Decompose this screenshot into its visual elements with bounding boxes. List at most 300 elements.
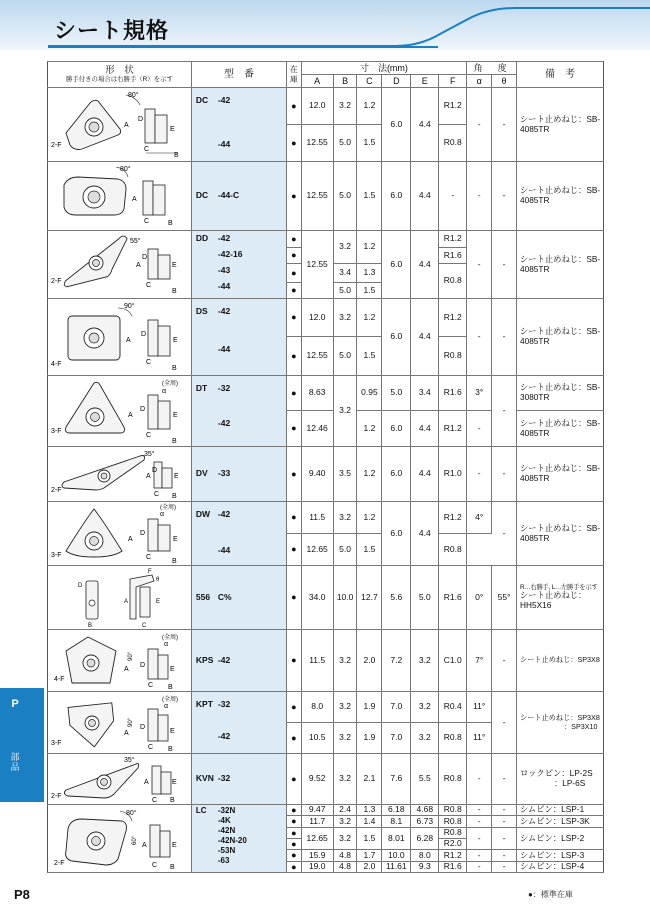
code-dd-42-16: -42-16: [217, 249, 243, 259]
cell-b: 4.8: [333, 861, 357, 872]
cell-f: R1.2: [439, 411, 467, 447]
header-stock: 在庫: [287, 62, 301, 88]
cell-f: R1.6: [439, 566, 467, 630]
cell-alpha: -: [467, 88, 492, 162]
cell-e: 6.28: [411, 827, 439, 850]
stock-mark: ●: [287, 861, 301, 872]
code-dv-33: -33: [217, 468, 231, 479]
lc-dim-c: C: [152, 861, 158, 869]
cell-c: 2.0: [357, 630, 382, 692]
remark-kpt: [516, 692, 603, 754]
cell-alpha: 4°: [467, 502, 492, 534]
cell-b: 3.2: [333, 231, 357, 264]
cell-d: 6.0: [382, 502, 411, 566]
cell-alpha: -: [467, 850, 492, 861]
cell-a: 9.52: [301, 754, 333, 805]
kpt-dim-b: B: [168, 745, 173, 753]
header-remarks: 備 考: [516, 62, 603, 88]
cell-a: 12.55: [301, 231, 333, 299]
cell-f: R0.8: [439, 805, 467, 816]
row-dv-33: [48, 447, 604, 502]
group-name-lc: LC: [195, 806, 207, 815]
diagram-ds: [48, 299, 192, 376]
group-name-dd: DD: [195, 233, 209, 243]
cell-a: 11.5: [301, 630, 333, 692]
cell-theta: -: [492, 827, 517, 850]
remark-dt-32: シート止めねじ：SB-3080TR: [516, 376, 603, 411]
cell-a: 9.47: [301, 805, 333, 816]
cell-theta: -: [492, 861, 517, 872]
cell-f: R0.8: [439, 723, 467, 754]
header-shape: [48, 62, 192, 88]
dv-insert-drawing: [48, 448, 186, 500]
cell-c: 1.4: [357, 816, 382, 827]
stock-mark: ●: [287, 248, 301, 264]
col-f: F: [439, 75, 467, 88]
diagram-kvn: [48, 754, 192, 805]
cell-e: 5.5: [411, 754, 439, 805]
code-dd-43: -43: [217, 265, 231, 275]
cell-f: -: [439, 162, 467, 231]
cell-c: 1.5: [357, 162, 382, 231]
cell-b: 3.5: [333, 447, 357, 502]
dv-angle-label: 35°: [144, 451, 155, 458]
kps-alpha-label: α: [164, 640, 169, 648]
dt-dim-e: E: [173, 412, 178, 419]
cell-a: 11.7: [301, 816, 333, 827]
lc-corner-label: 2-F: [54, 859, 65, 867]
cell-c: 1.2: [357, 411, 382, 447]
cell-alpha: 7°: [467, 630, 492, 692]
code-kpt-32: -32: [217, 699, 231, 709]
cell-c: 1.3: [357, 264, 382, 283]
stock-mark: ●: [287, 502, 301, 534]
cell-theta: -: [492, 502, 517, 566]
dw-zen-label: (全周): [160, 504, 176, 511]
cell-f: R1.6: [439, 376, 467, 411]
dt-alpha-label: α: [162, 388, 167, 395]
group-name-ds: DS: [195, 306, 208, 316]
cell-c: 1.7: [357, 850, 382, 861]
dc-dim-e: E: [170, 125, 175, 133]
code-kps-42: -42: [217, 654, 231, 665]
stock-mark: ●: [287, 630, 301, 692]
group-name-dc: DC: [195, 95, 209, 105]
cell-f: R0.8: [439, 264, 467, 299]
dc-insert-drawing: [48, 89, 186, 161]
cell-b: 5.0: [333, 125, 357, 162]
dt-dim-c: C: [146, 432, 152, 439]
remark-lc-42n: シムピン：LSP-2: [516, 827, 603, 850]
kps-dim-c: C: [148, 681, 154, 689]
code-lc-53n: -53N: [217, 846, 236, 855]
dd-corner-label: 2-F: [51, 277, 62, 285]
stock-mark: ●: [287, 816, 301, 827]
code-dt-42: -42: [217, 418, 231, 428]
dc44c-dim-a: A: [132, 196, 137, 203]
cell-f: R1.2: [439, 502, 467, 534]
cell-f: R1.6: [439, 248, 467, 264]
diagram-dv: [48, 447, 192, 502]
cell-b: 3.2: [333, 376, 357, 447]
cell-b: 3.2: [333, 299, 357, 337]
kpt-dim-a: A: [124, 729, 129, 737]
dc44c-dim-c: C: [144, 218, 150, 225]
cell-f: R0.8: [439, 337, 467, 376]
ds-insert-drawing: [48, 300, 186, 374]
cell-theta: 55°: [492, 566, 517, 630]
cell-theta: -: [492, 231, 517, 299]
remark-kvn-line1: ロックピン：LP-2S: [519, 768, 593, 779]
dv-dim-e: E: [174, 473, 179, 480]
cell-c: 12.7: [357, 566, 382, 630]
cell-d: 8.01: [382, 827, 411, 850]
dc-dim-b: B: [174, 151, 179, 159]
remark-556-note: R…右勝手, L…左勝手を示す: [519, 584, 598, 592]
stock-mark: ●: [287, 566, 301, 630]
kps-insert-drawing: [48, 631, 186, 691]
page-number: P8: [14, 887, 30, 902]
cell-e: 6.73: [411, 816, 439, 827]
cell-f: R1.2: [439, 850, 467, 861]
cell-a: 8.63: [301, 376, 333, 411]
cell-d: 5.0: [382, 376, 411, 411]
row-dw-42: [48, 502, 604, 534]
stock-mark: ●: [287, 754, 301, 805]
ds-dim-a: A: [126, 337, 131, 344]
dt-dim-b: B: [172, 438, 177, 445]
cell-a: 12.55: [301, 162, 333, 231]
header-angle: 角 度: [467, 62, 517, 75]
side-tab-letter: P: [11, 698, 19, 710]
code-dd-44: -44: [217, 281, 231, 291]
row-ds-42: [48, 299, 604, 337]
cell-a: 12.46: [301, 411, 333, 447]
remark-dc: シート止めねじ：SB-4085TR: [516, 88, 603, 162]
remark-ds: シート止めねじ：SB-4085TR: [516, 299, 603, 376]
cell-c: 1.5: [357, 337, 382, 376]
model-lc: [191, 805, 286, 873]
page-title: シート規格: [54, 18, 170, 43]
lc-dim-e: E: [172, 841, 177, 849]
cell-c: 2.0: [357, 861, 382, 872]
diagram-dc: [48, 88, 192, 162]
kvn-angle-label: 35°: [124, 757, 135, 764]
code-ds-44: -44: [217, 344, 231, 354]
cell-theta: -: [492, 88, 517, 162]
remark-kvn-line2: ：LP-6S: [553, 778, 586, 788]
cell-b: 3.2: [333, 502, 357, 534]
model-kps: [191, 630, 286, 692]
dd-dim-d: D: [142, 253, 148, 261]
cell-b: 5.0: [333, 283, 357, 299]
remark-kvn: [516, 754, 603, 805]
cell-d: 7.6: [382, 754, 411, 805]
cell-d: 7.2: [382, 630, 411, 692]
dw-dim-e: E: [173, 535, 178, 543]
ds-dim-e: E: [173, 337, 178, 344]
remark-kpt-line1: シート止めねじ：SP3X8: [519, 713, 600, 723]
dw-insert-drawing: [48, 503, 186, 565]
col-theta: θ: [492, 75, 517, 88]
kps-dim-e: E: [170, 665, 175, 673]
model-dd: [191, 231, 286, 299]
kps-ninety-label: 90°: [128, 651, 134, 661]
cell-e: 4.68: [411, 805, 439, 816]
cell-alpha: -: [467, 411, 492, 447]
col-d: D: [382, 75, 411, 88]
group-name-kvn: KVN: [195, 773, 214, 784]
model-ds: [191, 299, 286, 376]
cell-c: 1.5: [357, 283, 382, 299]
remark-lc-53n: シムピン：LSP-3: [516, 850, 603, 861]
group-name-556: 556: [195, 591, 211, 602]
diagram-dc44c: [48, 162, 192, 231]
dd-dim-e: E: [172, 261, 177, 269]
dv-dim-d: D: [152, 467, 158, 474]
ds-dim-c: C: [146, 359, 152, 366]
stock-mark: ●: [287, 88, 301, 125]
cell-b: 5.0: [333, 337, 357, 376]
header-model: 型 番: [191, 62, 286, 88]
code-lc-42n: -42N: [217, 826, 236, 835]
s556-dim-c: C: [142, 622, 147, 629]
cell-e: 9.3: [411, 861, 439, 872]
kpt-dim-c: C: [148, 743, 154, 751]
remark-dd: シート止めねじ：SB-4085TR: [516, 231, 603, 299]
diagram-kpt: [48, 692, 192, 754]
cell-f: R1.2: [439, 299, 467, 337]
kpt-insert-drawing: [48, 693, 186, 753]
code-lc-32n: -32N: [217, 806, 236, 815]
cell-alpha: 3°: [467, 376, 492, 411]
stock-mark: ●: [287, 264, 301, 283]
cell-b: 5.0: [333, 162, 357, 231]
model-kvn: [191, 754, 286, 805]
cell-b: 3.4: [333, 264, 357, 283]
code-dw-42: -42: [217, 509, 231, 519]
cell-c: 1.9: [357, 723, 382, 754]
remark-dt-42: シート止めねじ：SB-4085TR: [516, 411, 603, 447]
row-kpt-32: [48, 692, 604, 723]
cell-d: 6.0: [382, 447, 411, 502]
row-kps-42: [48, 630, 604, 692]
cell-alpha: -: [467, 299, 492, 376]
cell-d: 6.0: [382, 88, 411, 162]
remark-kps: シート止めねじ：SP3X8: [516, 630, 603, 692]
kpt-ninety-label: 90°: [128, 717, 134, 727]
cell-a: 34.0: [301, 566, 333, 630]
ds-dim-d: D: [141, 331, 147, 338]
stock-mark: ●: [287, 283, 301, 299]
group-name-kps: KPS: [195, 654, 214, 665]
dw-corner-label: 3-F: [51, 551, 62, 559]
cell-b: 3.2: [333, 816, 357, 827]
cell-f: R1.6: [439, 861, 467, 872]
cell-c: 1.2: [357, 502, 382, 534]
dc44c-insert-drawing: [48, 163, 186, 229]
s556-dim-a: A: [124, 598, 129, 605]
stock-mark: ●: [287, 376, 301, 411]
cell-f: C1.0: [439, 630, 467, 692]
cell-d: 5.6: [382, 566, 411, 630]
cell-theta: -: [492, 850, 517, 861]
cell-e: 8.0: [411, 850, 439, 861]
cell-d: 11.61: [382, 861, 411, 872]
cell-theta: -: [492, 692, 517, 754]
cell-c: 1.5: [357, 827, 382, 850]
cell-c: 1.3: [357, 805, 382, 816]
dd-angle-label: 55°: [130, 237, 141, 245]
cell-f: R0.8: [439, 534, 467, 566]
cell-f: R0.8: [439, 816, 467, 827]
kvn-dim-a: A: [144, 779, 149, 786]
cell-e: 4.4: [411, 502, 439, 566]
lc-dim-b: B: [170, 863, 175, 871]
dd-insert-drawing: [48, 233, 186, 297]
kps-zen-label: (全周): [162, 634, 178, 641]
cell-c: 1.9: [357, 692, 382, 723]
header-shape-note: 勝手付きの場合は右勝手（R）を示す: [66, 76, 173, 84]
cell-a: 12.65: [301, 534, 333, 566]
header-shape-label: 形 状: [105, 64, 134, 76]
cell-c: 1.2: [357, 447, 382, 502]
code-lc-42n-20: -42N-20: [217, 836, 247, 845]
cell-theta: -: [492, 376, 517, 447]
cell-f: R0.8: [439, 125, 467, 162]
cell-alpha: 11°: [467, 692, 492, 723]
cell-b: 3.2: [333, 723, 357, 754]
stock-mark: ●: [287, 827, 301, 838]
cell-e: 3.2: [411, 630, 439, 692]
group-name-dv: DV: [195, 468, 208, 479]
cell-d: 6.0: [382, 411, 411, 447]
diagram-556: [48, 566, 192, 630]
dc-dim-c: C: [144, 145, 150, 153]
stock-mark: ●: [287, 692, 301, 723]
dt-insert-drawing: [48, 377, 186, 445]
cell-f: R1.0: [439, 447, 467, 502]
row-dt-32: [48, 376, 604, 411]
remark-556-text: シート止めねじ：HH5X16: [519, 590, 587, 611]
kpt-alpha-label: α: [164, 702, 169, 710]
kvn-insert-drawing: [48, 754, 186, 804]
dw-dim-a: A: [128, 535, 133, 543]
cell-theta: -: [492, 805, 517, 816]
cell-d: 7.0: [382, 723, 411, 754]
kps-dim-b: B: [168, 683, 173, 691]
cell-d: 7.0: [382, 692, 411, 723]
kps-corner-label: 4-F: [54, 675, 65, 683]
cell-c: 2.1: [357, 754, 382, 805]
cell-c: 1.2: [357, 231, 382, 264]
code-dc-44: -44: [217, 139, 231, 149]
row-556: [48, 566, 604, 630]
model-dc44c: [191, 162, 286, 231]
dt-corner-label: 3-F: [51, 428, 62, 435]
cell-a: 15.9: [301, 850, 333, 861]
cell-f: R0.8: [439, 827, 467, 838]
col-a: A: [301, 75, 333, 88]
row-dd-42: [48, 231, 604, 248]
cell-a: 10.5: [301, 723, 333, 754]
cell-e: 3.2: [411, 692, 439, 723]
cell-a: 12.65: [301, 827, 333, 850]
dt-zen-label: (全周): [162, 381, 178, 387]
code-dt-32: -32: [217, 383, 231, 393]
stock-mark: ●: [287, 411, 301, 447]
cell-alpha: -: [467, 447, 492, 502]
cell-theta: -: [492, 754, 517, 805]
sheet-spec-table: [47, 61, 604, 873]
dc44c-dim-b: B: [168, 220, 173, 227]
cell-e: 4.4: [411, 162, 439, 231]
cell-b: 3.2: [333, 692, 357, 723]
dw-dim-d: D: [140, 529, 146, 537]
diagram-dd: [48, 231, 192, 299]
cell-a: 12.55: [301, 337, 333, 376]
cell-f: R0.8: [439, 754, 467, 805]
model-dw: [191, 502, 286, 566]
cell-a: 9.40: [301, 447, 333, 502]
code-ds-42: -42: [217, 306, 231, 316]
stock-mark: ●: [287, 125, 301, 162]
cell-b: 3.2: [333, 827, 357, 850]
cell-e: 4.4: [411, 411, 439, 447]
cell-a: 8.0: [301, 692, 333, 723]
cell-a: 12.0: [301, 88, 333, 125]
cell-e: 3.4: [411, 376, 439, 411]
cell-f: R1.2: [439, 88, 467, 125]
cell-d: 6.0: [382, 299, 411, 376]
remark-lc-4k: シムピン：LSP-3K: [516, 816, 603, 827]
cell-e: 4.4: [411, 231, 439, 299]
diagram-dw: [48, 502, 192, 566]
dv-dim-c: C: [154, 491, 160, 498]
cell-b: 3.2: [333, 88, 357, 125]
stock-mark: ●: [287, 447, 301, 502]
dw-alpha-label: α: [160, 510, 165, 518]
kpt-zen-label: (全周): [162, 696, 178, 703]
s556-insert-drawing: [48, 567, 186, 629]
code-dd-42: -42: [217, 233, 231, 243]
stock-mark: ●: [287, 337, 301, 376]
lc-insert-drawing: [48, 807, 186, 871]
cell-alpha: 11°: [467, 723, 492, 754]
stock-mark: ●: [287, 231, 301, 248]
cell-f: R1.2: [439, 231, 467, 248]
dv-dim-b: B: [172, 493, 177, 500]
row-dc-44c: [48, 162, 604, 231]
stock-mark: ●: [287, 805, 301, 816]
cell-alpha: -: [467, 162, 492, 231]
kvn-corner-label: 2-F: [51, 793, 62, 800]
cell-alpha: -: [467, 805, 492, 816]
group-name-kpt: KPT: [195, 699, 213, 709]
cell-e: 3.2: [411, 723, 439, 754]
cell-b: 10.0: [333, 566, 357, 630]
row-dc-42: [48, 88, 604, 125]
cell-alpha: -: [467, 231, 492, 299]
cell-a: 12.55: [301, 125, 333, 162]
stock-mark: ●: [287, 839, 301, 850]
diagram-lc: [48, 805, 192, 873]
diagram-kps: [48, 630, 192, 692]
cell-f: R0.4: [439, 692, 467, 723]
remark-dw: シート止めねじ：SB-4085TR: [516, 502, 603, 566]
s556-dim-d: D: [78, 582, 83, 589]
dc-angle-label: 80°: [128, 91, 139, 99]
